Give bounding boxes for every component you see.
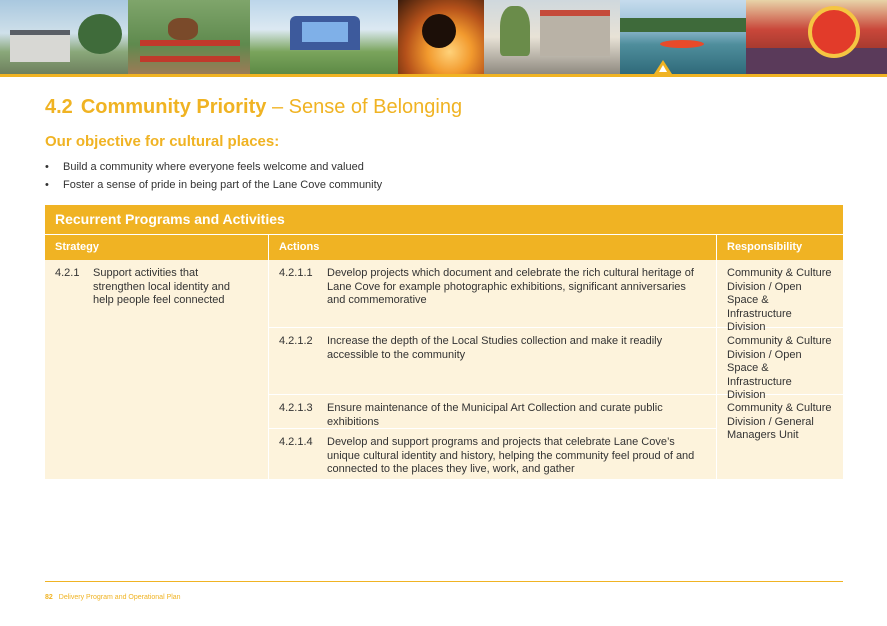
page-number: 82 — [45, 594, 53, 601]
action-row — [269, 328, 716, 395]
header-actions: Actions — [269, 235, 717, 260]
actions-column — [269, 260, 717, 479]
action-code: 4.2.1.4 — [279, 436, 313, 448]
lion-dance-festival-photo — [746, 0, 887, 74]
programs-table — [45, 205, 843, 479]
action-code: 4.2.1.1 — [279, 267, 313, 279]
table-header-row — [45, 234, 843, 260]
banner-photo-strip — [0, 0, 887, 74]
kookaburra-sunset-photo — [398, 0, 484, 74]
page-footer — [45, 594, 181, 601]
table-title: Recurrent Programs and Activities — [45, 205, 843, 234]
dog-agility-photo — [128, 0, 250, 74]
section-subtitle: – Sense of Belonging — [266, 96, 463, 118]
strategy-cell — [45, 260, 268, 315]
objective-item: • Build a community where everyone feels welcome and valued — [45, 158, 382, 176]
header-responsibility: Responsibility — [727, 241, 803, 253]
responsibility-cell: Community & Culture Division / General Managers Unit — [727, 402, 832, 441]
action-text: Ensure maintenance of the Municipal Art Collection and curate public exhibitions — [327, 402, 663, 428]
community-building-photo — [0, 0, 128, 74]
action-text: Develop projects which document and celebrate the rich cultural heritage of Lane Cove for example photographic exhibitions, significant anniversaries and commemorative — [327, 267, 694, 306]
page-title — [45, 96, 462, 119]
section-priority: Community Priority — [80, 96, 267, 118]
kayaking-river-photo — [620, 0, 746, 74]
table-body — [45, 260, 843, 479]
responsibility-column — [717, 260, 843, 479]
action-row — [269, 260, 716, 328]
strategy-code: 4.2.1 — [55, 267, 80, 279]
action-code: 4.2.1.3 — [279, 402, 313, 414]
action-row — [269, 395, 716, 429]
action-text: Increase the depth of the Local Studies collection and make it readily accessible to the community — [327, 335, 663, 361]
action-code: 4.2.1.2 — [279, 335, 313, 347]
action-text: Develop and support programs and projects that celebrate Lane Cove’s unique cultural identity and history, helping the community feel proud of and connected to the places they live, work, and gather — [327, 436, 695, 475]
section-number: 4.2 — [45, 96, 73, 118]
footer-divider — [45, 581, 843, 582]
objective-list — [45, 158, 382, 194]
outdoor-yoga-photo — [250, 0, 398, 74]
responsibility-cell: Community & Culture Division / Open Space & Infrastructure Division — [717, 328, 843, 395]
objective-item: • Foster a sense of pride in being part of the Lane Cove community — [45, 176, 382, 194]
document-title: Delivery Program and Operational Plan — [58, 594, 181, 601]
banner-divider — [0, 74, 887, 77]
action-row — [269, 429, 716, 479]
strategy-text: Support activities that strengthen local identity and help people feel connected — [93, 267, 230, 306]
triangle-marker-icon — [654, 60, 672, 74]
header-strategy: Strategy — [45, 235, 269, 260]
shopping-street-photo — [484, 0, 620, 74]
responsibility-cell: Community & Culture Division / Open Space & Infrastructure Division — [717, 260, 843, 328]
objective-title: Our objective for cultural places: — [45, 133, 280, 150]
strategy-column — [45, 260, 269, 479]
